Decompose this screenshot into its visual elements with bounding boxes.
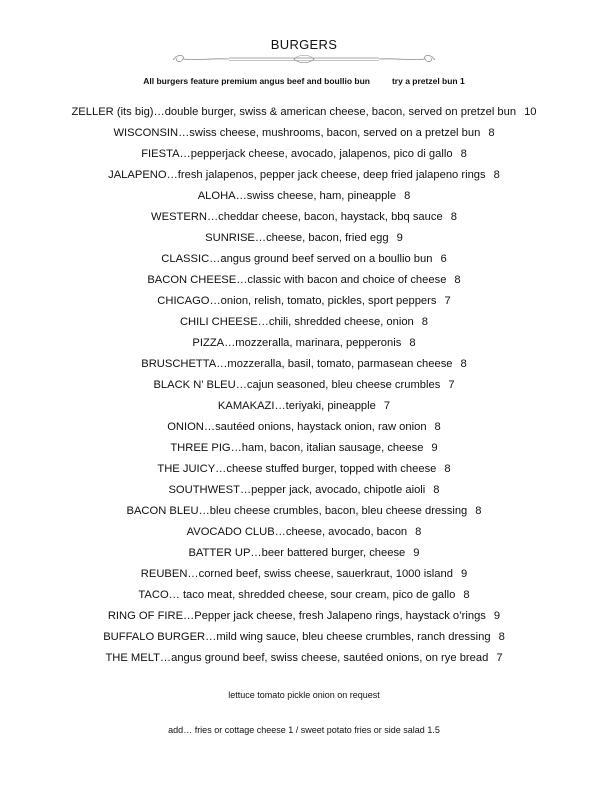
menu-item-text: CHILI CHEESE…chili, shredded cheese, onion xyxy=(179,316,414,328)
menu-subtitle xyxy=(0,76,608,86)
menu-item-text: CLASSIC…angus ground beef served on a boullio bun xyxy=(161,253,433,265)
menu-item-price: 8 xyxy=(475,505,482,517)
menu-item-text: TACO… taco meat, shredded cheese, sour cream, pico de gallo xyxy=(138,589,456,601)
menu-item xyxy=(0,207,608,228)
menu-item-price: 8 xyxy=(421,316,429,328)
addons-note: add… fries or cottage cheese 1 / sweet potato fries or side salad 1.5 xyxy=(168,725,440,735)
menu-item xyxy=(0,480,608,501)
menu-item-text: FIESTA…pepperjack cheese, avocado, jalapenos, pico di gallo xyxy=(141,148,453,160)
menu-item xyxy=(0,249,608,270)
menu-item-text: RING OF FIRE…Pepper jack cheese, fresh Jalapeno rings, haystack o’rings xyxy=(107,610,486,622)
menu-item xyxy=(0,186,608,207)
menu-item-text: BACON BLEU…bleu cheese crumbles, bacon, bleu cheese dressing xyxy=(126,505,468,517)
menu-item-price: 9 xyxy=(460,568,468,580)
menu-item-text: BLACK N’ BLEU…cajun seasoned, bleu cheese crumbles xyxy=(153,379,441,391)
menu-item-text: PIZZA…mozzeralla, marinara, pepperonis xyxy=(192,337,402,349)
menu-item-text: KAMAKAZI…teriyaki, pineapple xyxy=(217,400,376,412)
menu-item-text: REUBEN…corned beef, swiss cheese, sauerkraut, 1000 island xyxy=(140,568,453,580)
menu-item-price: 7 xyxy=(383,400,391,412)
menu-item-price: 8 xyxy=(444,463,451,475)
menu-item xyxy=(0,375,608,396)
menu-item-price: 10 xyxy=(524,106,537,118)
menu-item-price: 8 xyxy=(460,148,467,160)
menu-item xyxy=(0,333,608,354)
menu-item-text: AVOCADO CLUB…cheese, avocado, bacon xyxy=(186,526,408,538)
menu-item xyxy=(0,144,608,165)
menu-item xyxy=(0,102,608,123)
menu-item xyxy=(0,564,608,585)
menu-item xyxy=(0,627,608,648)
menu-item xyxy=(0,606,608,627)
menu-item xyxy=(0,291,608,312)
menu-item-price: 8 xyxy=(434,421,441,433)
menu-item xyxy=(0,165,608,186)
menu-item-price: 8 xyxy=(433,484,440,496)
menu-item-price: 9 xyxy=(396,232,403,244)
menu-item xyxy=(0,438,608,459)
menu-item-text: BACON CHEESE…classic with bacon and choice of cheese xyxy=(147,274,447,286)
menu-item xyxy=(0,270,608,291)
menu-item-text: ALOHA…swiss cheese, ham, pineapple xyxy=(197,190,397,202)
menu-item-text: ONION…sautéed onions, haystack onion, raw onion xyxy=(167,421,427,433)
condiments-note: lettuce tomato pickle onion on request xyxy=(228,690,380,700)
menu-item-price: 9 xyxy=(413,547,420,559)
menu-item-price: 8 xyxy=(493,169,500,181)
menu-item-price: 8 xyxy=(463,589,470,601)
menu-item-price: 6 xyxy=(440,253,447,265)
burger-list xyxy=(0,102,608,669)
menu-item-price: 8 xyxy=(450,211,457,223)
ornamental-divider-icon xyxy=(0,52,608,71)
subtitle-pretzel-note: try a pretzel bun 1 xyxy=(391,76,465,86)
menu-item-text: JALAPENO…fresh jalapenos, pepper jack cheese, deep fried jalapeno rings xyxy=(108,169,486,181)
menu-item-price: 7 xyxy=(448,379,455,391)
menu-item-price: 7 xyxy=(444,295,451,307)
page-title: BURGERS xyxy=(270,37,338,52)
menu-item-text: ZELLER (its big)…double burger, swiss & american cheese, bacon, served on pretzel bun xyxy=(71,106,517,118)
menu-item xyxy=(0,543,608,564)
menu-item-price: 8 xyxy=(415,526,422,538)
menu-item-text: THE JUICY…cheese stuffed burger, topped with cheese xyxy=(157,463,437,475)
menu-item xyxy=(0,123,608,144)
menu-item-text: THREE PIG…ham, bacon, italian sausage, cheese xyxy=(170,442,424,454)
subtitle-beef-note: All burgers feature premium angus beef and boullio bun xyxy=(143,76,370,86)
menu-item-price: 8 xyxy=(488,127,495,139)
menu-item-price: 9 xyxy=(493,610,501,622)
menu-item xyxy=(0,417,608,438)
menu-item xyxy=(0,501,608,522)
menu-item-price: 9 xyxy=(431,442,438,454)
menu-item xyxy=(0,648,608,669)
menu-item-text: THE MELT…angus ground beef, swiss cheese, sautéed onions, on rye bread xyxy=(105,652,489,664)
menu-item-text: BRUSCHETTA…mozzeralla, basil, tomato, parmasean cheese xyxy=(141,358,453,370)
menu-item xyxy=(0,354,608,375)
menu-item xyxy=(0,459,608,480)
menu-item xyxy=(0,522,608,543)
menu-item-price: 7 xyxy=(496,652,503,664)
menu-item-price: 8 xyxy=(454,274,461,286)
menu-item-price: 8 xyxy=(498,631,505,643)
menu-item-text: BATTER UP…beer battered burger, cheese xyxy=(188,547,406,559)
menu-item-price: 8 xyxy=(404,190,411,202)
menu-item-price: 8 xyxy=(409,337,416,349)
menu-item xyxy=(0,312,608,333)
menu-item-text: CHICAGO…onion, relish, tomato, pickles, sport peppers xyxy=(157,295,437,307)
menu-item-text: WESTERN…cheddar cheese, bacon, haystack, bbq sauce xyxy=(151,211,443,223)
menu-item-text: SUNRISE…cheese, bacon, fried egg xyxy=(205,232,389,244)
menu-item-text: SOUTHWEST…pepper jack, avocado, chipotle aioli xyxy=(168,484,426,496)
menu-item xyxy=(0,396,608,417)
menu-item-price: 8 xyxy=(460,358,467,370)
menu-item xyxy=(0,228,608,249)
menu-item-text: BUFFALO BURGER…mild wing sauce, bleu cheese crumbles, ranch dressing xyxy=(103,631,491,643)
menu-item xyxy=(0,585,608,606)
menu-item-text: WISCONSIN…swiss cheese, mushrooms, bacon, served on a pretzel bun xyxy=(113,127,481,139)
